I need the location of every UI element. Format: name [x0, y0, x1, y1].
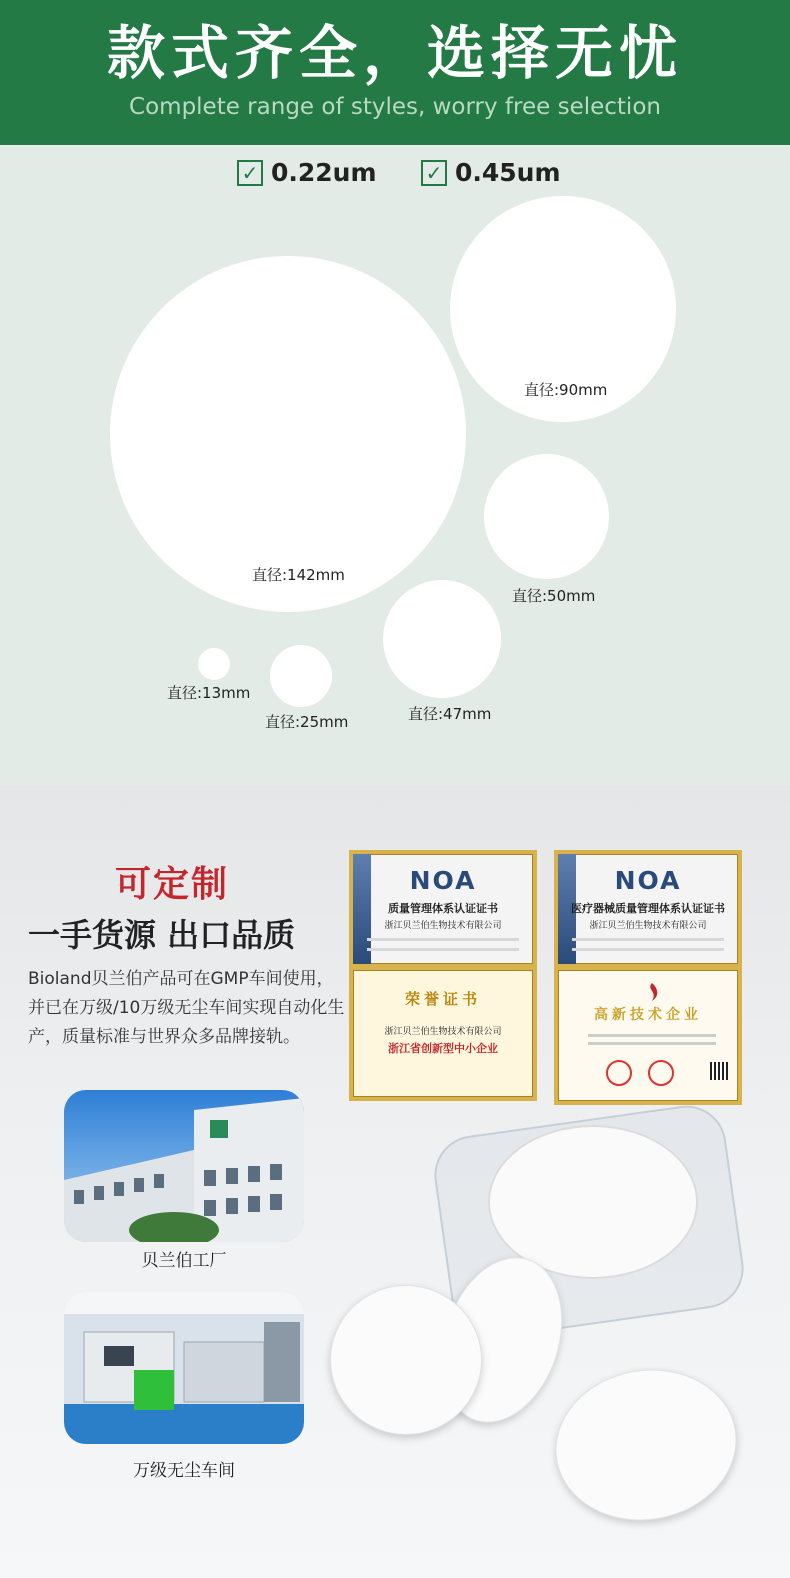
spec-045 [421, 158, 561, 187]
cert-title: 医疗器械质量管理体系认证证书 [571, 902, 725, 915]
checkbox-icon: ✓ [421, 160, 447, 186]
factory-photo [64, 1090, 304, 1242]
page-subtitle: Complete range of styles, worry free selection [129, 94, 661, 120]
hightech-title: 高新技术企业 [594, 1007, 702, 1023]
honor-award: 浙江省创新型中小企业 [388, 1042, 498, 1055]
size-label-50mm: 直径:50mm [512, 587, 596, 605]
seal-icon [606, 1060, 632, 1086]
cert-company: 浙江贝兰伯生物技术有限公司 [589, 921, 707, 931]
checkbox-icon: ✓ [237, 160, 263, 186]
qr-code-icon [710, 1062, 728, 1080]
description: Bioland贝兰伯产品可在GMP车间使用，并已在万级/10万级无尘车间实现自动化生产，质量标准与世界众多品牌接轨。 [28, 969, 345, 1047]
slogan: 一手货源 出口品质 [28, 916, 296, 954]
honor-title: 荣誉证书 [404, 990, 481, 1008]
factory-caption: 贝兰伯工厂 [141, 1251, 227, 1271]
noa-logo: NOA [614, 866, 682, 895]
custom-label: 可定制 [115, 864, 230, 905]
noa-logo: NOA [409, 866, 477, 895]
certificate-honor [349, 966, 537, 1101]
spec-022 [237, 158, 377, 187]
spec-label: 0.45um [455, 158, 561, 187]
cert-title: 质量管理体系认证证书 [388, 902, 498, 915]
certificate-medical-qms [554, 850, 742, 968]
filter-disc [330, 1285, 482, 1435]
header-banner [0, 0, 790, 145]
page-title: 款式齐全，选择无忧 [106, 19, 683, 87]
filter-circle-13mm [198, 648, 230, 680]
size-label-13mm: 直径:13mm [167, 684, 251, 702]
certificate-hightech [554, 966, 742, 1105]
filter-stack [488, 1125, 698, 1279]
filter-circle-50mm [484, 454, 609, 579]
seal-icon [648, 1060, 674, 1086]
size-label-25mm: 直径:25mm [265, 713, 349, 731]
honor-company: 浙江贝兰伯生物技术有限公司 [384, 1027, 502, 1037]
size-label-90mm: 直径:90mm [524, 381, 608, 399]
cleanroom-caption: 万级无尘车间 [133, 1461, 235, 1481]
size-label-142mm: 直径:142mm [252, 566, 345, 584]
filter-circle-47mm [383, 580, 501, 698]
filter-circle-25mm [270, 645, 332, 707]
certificate-qms [349, 850, 537, 968]
cleanroom-photo [64, 1292, 304, 1444]
flame-emblem-icon [638, 982, 666, 1002]
size-label-47mm: 直径:47mm [408, 705, 492, 723]
spec-label: 0.22um [271, 158, 377, 187]
filter-circle-142mm [110, 256, 466, 612]
cert-company: 浙江贝兰伯生物技术有限公司 [384, 921, 502, 931]
